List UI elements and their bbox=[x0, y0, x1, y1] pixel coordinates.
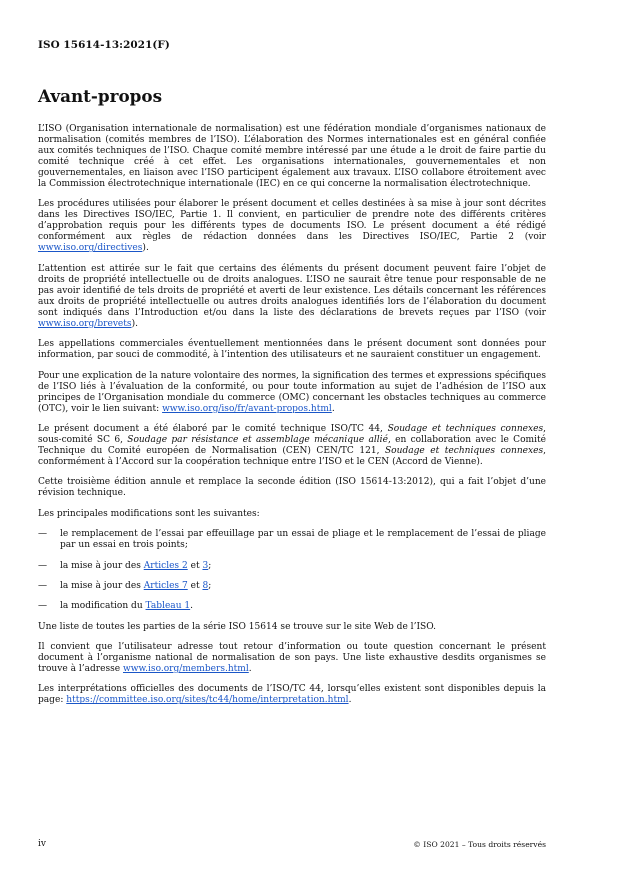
paragraph-feedback: Il convient que l’utilisateur adresse tout retour d’information ou toute question concernant le présent document à l’organisme national de normalisation de son pays. Une liste exhaustive desdits organismes se trouve à l’adresse www.iso.org/members.html. bbox=[38, 642, 546, 675]
directives-link[interactable]: www.iso.org/directives bbox=[38, 243, 143, 254]
page-number: iv bbox=[38, 839, 46, 849]
dash-bullet: — bbox=[38, 529, 48, 540]
dash-bullet: — bbox=[38, 601, 48, 612]
paragraph-procedures: Les procédures utilisées pour élaborer le présent document et celles destinées à sa mise à jour sont décrites dans les Directives ISO/IEC, Partie 1. Il convient, en particulier de prendre note des différents critères d’approbation requis pour les différents types de documents ISO. Le présent document a été rédigé conformément aux règles de rédaction données dans les Directives ISO/IEC, Partie 2 (voir www.iso.org/directives). bbox=[38, 199, 546, 254]
list-item: — la mise à jour des Articles 2 et 3; bbox=[38, 560, 212, 571]
paragraph-interpretations: Les interprétations officielles des documents de l’ISO/TC 44, lorsqu’elles existent sont disponibles depuis la page: https://committee.iso.org/sites/tc44/home/interpretation.html. bbox=[38, 684, 546, 706]
paragraph-patents: L’attention est attirée sur le fait que certains des éléments du présent document peuvent faire l’objet de droits de propriété intellectuelle ou de droits analogues. L’ISO ne saurait être tenue pour responsable de ne pas avoir identifié de tels droits de propriété et averti de leur existence. Les détails concernant les références aux droits de propriété intellectuelle ou autres droits analogues identifiés lors de l’élaboration du document sont indiqués dans l’Introduction et/ou dans la liste des déclarations de brevets reçues par l’ISO (voir www.iso.org/brevets). bbox=[38, 263, 546, 329]
document-id-header: ISO 15614-13:2021(F) bbox=[38, 39, 170, 51]
members-link[interactable]: www.iso.org/members.html bbox=[123, 664, 249, 675]
paragraph-committee: Le présent document a été élaboré par le comité technique ISO/TC 44, Soudage et techniques connexes, sous-comité SC 6, Soudage par résistance et assemblage mécanique allié, en collaboration avec le Comité Technique du Comité européen de Normalisation (CEN) CEN/TC 121, Soudage et techniques connexes, conformément à l’Accord sur la coopération technique entre l’ISO et le CEN (Accord de Vienne). bbox=[38, 423, 546, 467]
interpretation-link[interactable]: https://committee.iso.org/sites/tc44/home/interpretation.html bbox=[66, 695, 349, 706]
table-1-link[interactable]: Tableau 1 bbox=[145, 601, 191, 612]
dash-bullet: — bbox=[38, 560, 48, 571]
list-item: — la modification du Tableau 1. bbox=[38, 601, 194, 612]
list-item: — la mise à jour des Articles 7 et 8; bbox=[38, 580, 212, 591]
paragraph-trade-names: Les appellations commerciales éventuellement mentionnées dans le présent document sont données pour information, par souci de commodité, à l’intention des utilisateurs et ne sauraient constituer un engagement. bbox=[38, 339, 546, 361]
article-8-link[interactable]: 8 bbox=[202, 580, 209, 591]
paragraph-changes-intro: Les principales modifications sont les suivantes: bbox=[38, 508, 260, 519]
paragraph-voluntary-nature: Pour une explication de la nature volontaire des normes, la signification des termes et expressions spécifiques de l’ISO liés à l’évaluation de la conformité, ou pour toute information au sujet de l’adhésion de l’ISO aux principes de l’Organisation mondiale du commerce (OMC) concernant les obstacles techniques au commerce (OTC), voir le lien suivant: www.iso.org/iso/fr/avant-propos.html. bbox=[38, 370, 546, 414]
paragraph-edition: Cette troisième édition annule et remplace la seconde édition (ISO 15614-13:2012), qui a fait l’objet d’une révision technique. bbox=[38, 477, 546, 499]
paragraph-iso-intro: L’ISO (Organisation internationale de normalisation) est une fédération mondiale d’organismes nationaux de normalisation (comités membres de l’ISO). L’élaboration des Normes internationales est en général confiée aux comités techniques de l’ISO. Chaque comité membre intéressé par une étude a le droit de faire partie du comité technique créé à cet effet. Les organisations internationales, gouvernementales et non gouvernementales, en liaison avec l’ISO participent également aux travaux. L’ISO collabore étroitement avec la Commission électrotechnique internationale (IEC) en ce qui concerne la normalisation électrotechnique. bbox=[38, 124, 546, 189]
paragraph-series-list: Une liste de toutes les parties de la série ISO 15614 se trouve sur le site Web de l’ISO. bbox=[38, 621, 436, 632]
article-7-link[interactable]: Articles 7 bbox=[143, 580, 188, 591]
copyright-notice: © ISO 2021 – Tous droits réservés bbox=[413, 840, 546, 849]
dash-bullet: — bbox=[38, 580, 48, 591]
article-2-link[interactable]: Articles 2 bbox=[143, 560, 188, 571]
page-title: Avant-propos bbox=[38, 86, 163, 106]
patents-link[interactable]: www.iso.org/brevets bbox=[38, 318, 132, 329]
article-3-link[interactable]: 3 bbox=[202, 560, 209, 571]
foreword-info-link[interactable]: www.iso.org/iso/fr/avant-propos.html bbox=[162, 403, 332, 414]
foreword-body bbox=[38, 124, 546, 716]
list-item: — le remplacement de l’essai par effeuillage par un essai de pliage et le remplacement de l’essai de pliage par un essai en trois points; bbox=[38, 529, 546, 551]
